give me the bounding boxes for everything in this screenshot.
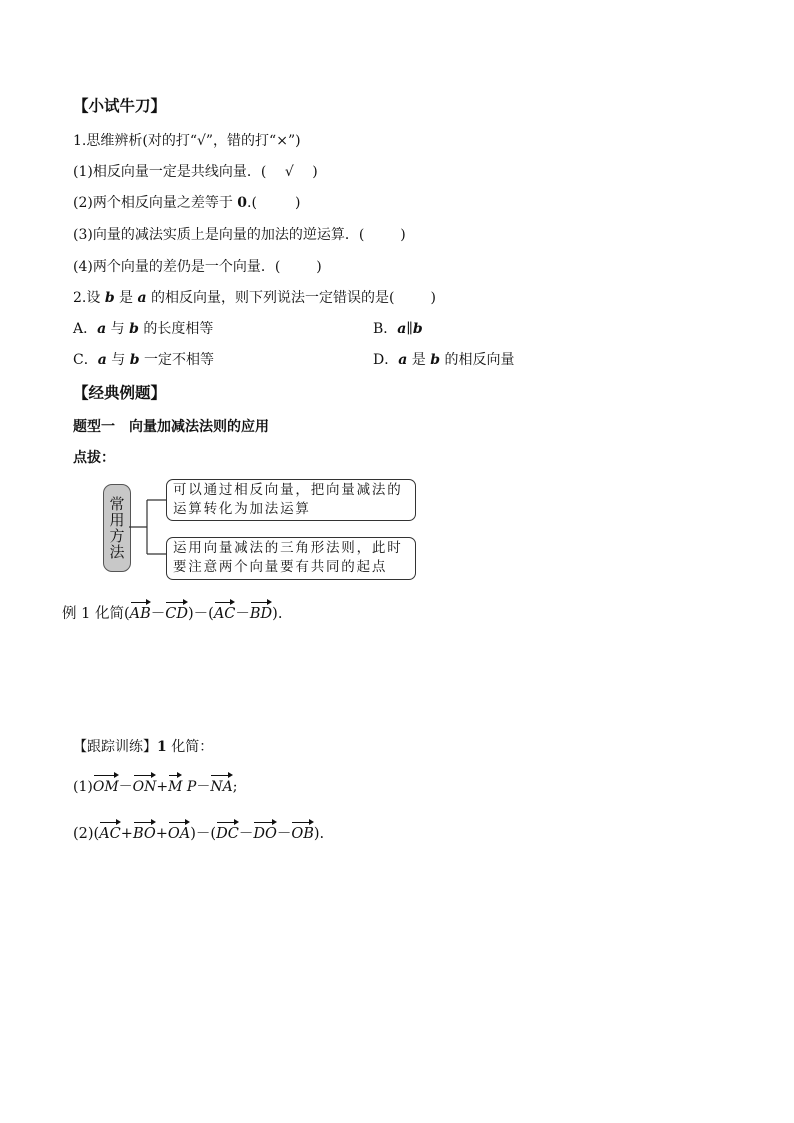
heading-jingdian-liti: 【经典例题】 — [73, 383, 167, 402]
plus-sign: + — [155, 826, 168, 842]
vector-na: NA — [210, 774, 232, 797]
diagram-connector — [129, 490, 169, 570]
vector-a: a — [398, 352, 408, 368]
vector-bo: BO — [133, 821, 156, 844]
vector-b: b — [412, 321, 423, 337]
question-1-item-3 — [73, 225, 406, 245]
minus-sign: － — [118, 779, 133, 795]
close-paren: ) — [294, 195, 301, 211]
option-c — [73, 350, 214, 370]
minus-sign: － — [235, 606, 250, 622]
tip-label: 点拔： — [73, 450, 115, 466]
q2-text: 是 — [114, 290, 138, 306]
vector-do: DO — [253, 821, 277, 844]
zero-vector: 0 — [237, 195, 248, 211]
question-1-item-4 — [73, 257, 322, 277]
plus-sign: + — [156, 779, 169, 795]
close-paren: ) — [400, 227, 406, 243]
vector-ab: AB — [130, 601, 151, 624]
heading-xiaoshi-niudao: 【小试牛刀】 — [73, 96, 167, 115]
vector-on: ON — [133, 774, 157, 797]
vector-om: OM — [93, 774, 119, 797]
vector-a: a — [97, 321, 107, 337]
vector-dc: DC — [216, 821, 239, 844]
option-a — [73, 319, 213, 339]
vector-ac: AC — [99, 821, 121, 844]
option-label: A． — [73, 321, 98, 337]
training-number: 1 — [157, 739, 167, 755]
vector-a: a — [397, 321, 407, 337]
option-label: D． — [373, 352, 399, 368]
diagram-box-1: 可以通过相反向量，把向量减法的运算转化为加法运算 — [166, 479, 416, 521]
vector-a: a — [137, 290, 147, 306]
option-text: 的相反向量 — [440, 352, 515, 368]
topic-title: 题型一 向量加减法法则的应用 — [73, 419, 269, 435]
vector-m: M — [168, 774, 182, 797]
answer-check: √ — [284, 164, 294, 180]
example-prefix: 例 1 化简( — [62, 606, 130, 622]
close-paren: ) — [312, 164, 318, 180]
diagram-box-2: 运用向量减法的三角形法则，此时要注意两个向量要有共同的起点 — [166, 537, 416, 580]
question-2 — [73, 288, 436, 308]
question-1-intro: 1.思维辨析(对的打“√”，错的打“×”) — [73, 133, 301, 149]
training-label: 【跟踪训练】 — [73, 739, 157, 755]
vector-ob: OB — [291, 821, 314, 844]
option-b — [373, 319, 423, 339]
vector-b: b — [129, 352, 140, 368]
closing: ). — [272, 606, 283, 622]
training-heading — [73, 737, 213, 757]
option-label: C． — [73, 352, 98, 368]
item-text: (3)向量的减法实质上是向量的加法的逆运算．( — [73, 227, 365, 243]
semicolon: ; — [232, 779, 238, 795]
vector-ac: AC — [214, 601, 236, 624]
item-text: (4)两个向量的差仍是一个向量．( — [73, 259, 281, 275]
vector-oa: OA — [168, 821, 190, 844]
training-item-1 — [73, 774, 237, 797]
vector-b: b — [430, 352, 441, 368]
plus-sign: + — [120, 826, 133, 842]
q2-text: 2.设 — [73, 290, 105, 306]
minus-sign: － — [150, 606, 166, 622]
minus-sign: － — [196, 779, 211, 795]
item-prefix: (1) — [73, 779, 93, 795]
item-tail: .( — [247, 195, 257, 211]
option-text: 与 — [106, 321, 130, 337]
option-label: B． — [373, 321, 398, 337]
item-text: (1)相反向量一定是共线向量．( — [73, 164, 267, 180]
diagram-vertical-label: 常用方法 — [103, 484, 131, 572]
question-1-item-1 — [73, 162, 318, 182]
option-text: 与 — [106, 352, 130, 368]
training-item-2 — [73, 821, 324, 844]
close-paren: ) — [430, 290, 436, 306]
item-text: (2)两个相反向量之差等于 — [73, 195, 238, 211]
option-text: 的长度相等 — [138, 321, 214, 337]
parallel-sign: ∥ — [406, 321, 413, 337]
vector-bd: BD — [250, 601, 272, 624]
vector-a: a — [97, 352, 107, 368]
close-paren: ) — [316, 259, 322, 275]
option-d — [373, 350, 514, 370]
vector-b: b — [129, 321, 139, 337]
training-suffix: 化简： — [166, 739, 214, 755]
vector-b: b — [104, 290, 115, 306]
question-1-item-2 — [73, 193, 300, 213]
example-1 — [62, 601, 282, 624]
operator: )－( — [187, 606, 214, 622]
vector-p: P — [186, 779, 197, 795]
operator: )－( — [190, 826, 217, 842]
vector-cd: CD — [165, 601, 188, 624]
minus-sign: － — [238, 826, 254, 842]
minus-sign: － — [276, 826, 292, 842]
q2-text: 的相反向量，则下列说法一定错误的是( — [146, 290, 395, 306]
closing: ). — [313, 826, 325, 842]
option-text: 一定不相等 — [139, 352, 214, 368]
item-prefix: (2)( — [73, 826, 100, 842]
option-text: 是 — [407, 352, 431, 368]
